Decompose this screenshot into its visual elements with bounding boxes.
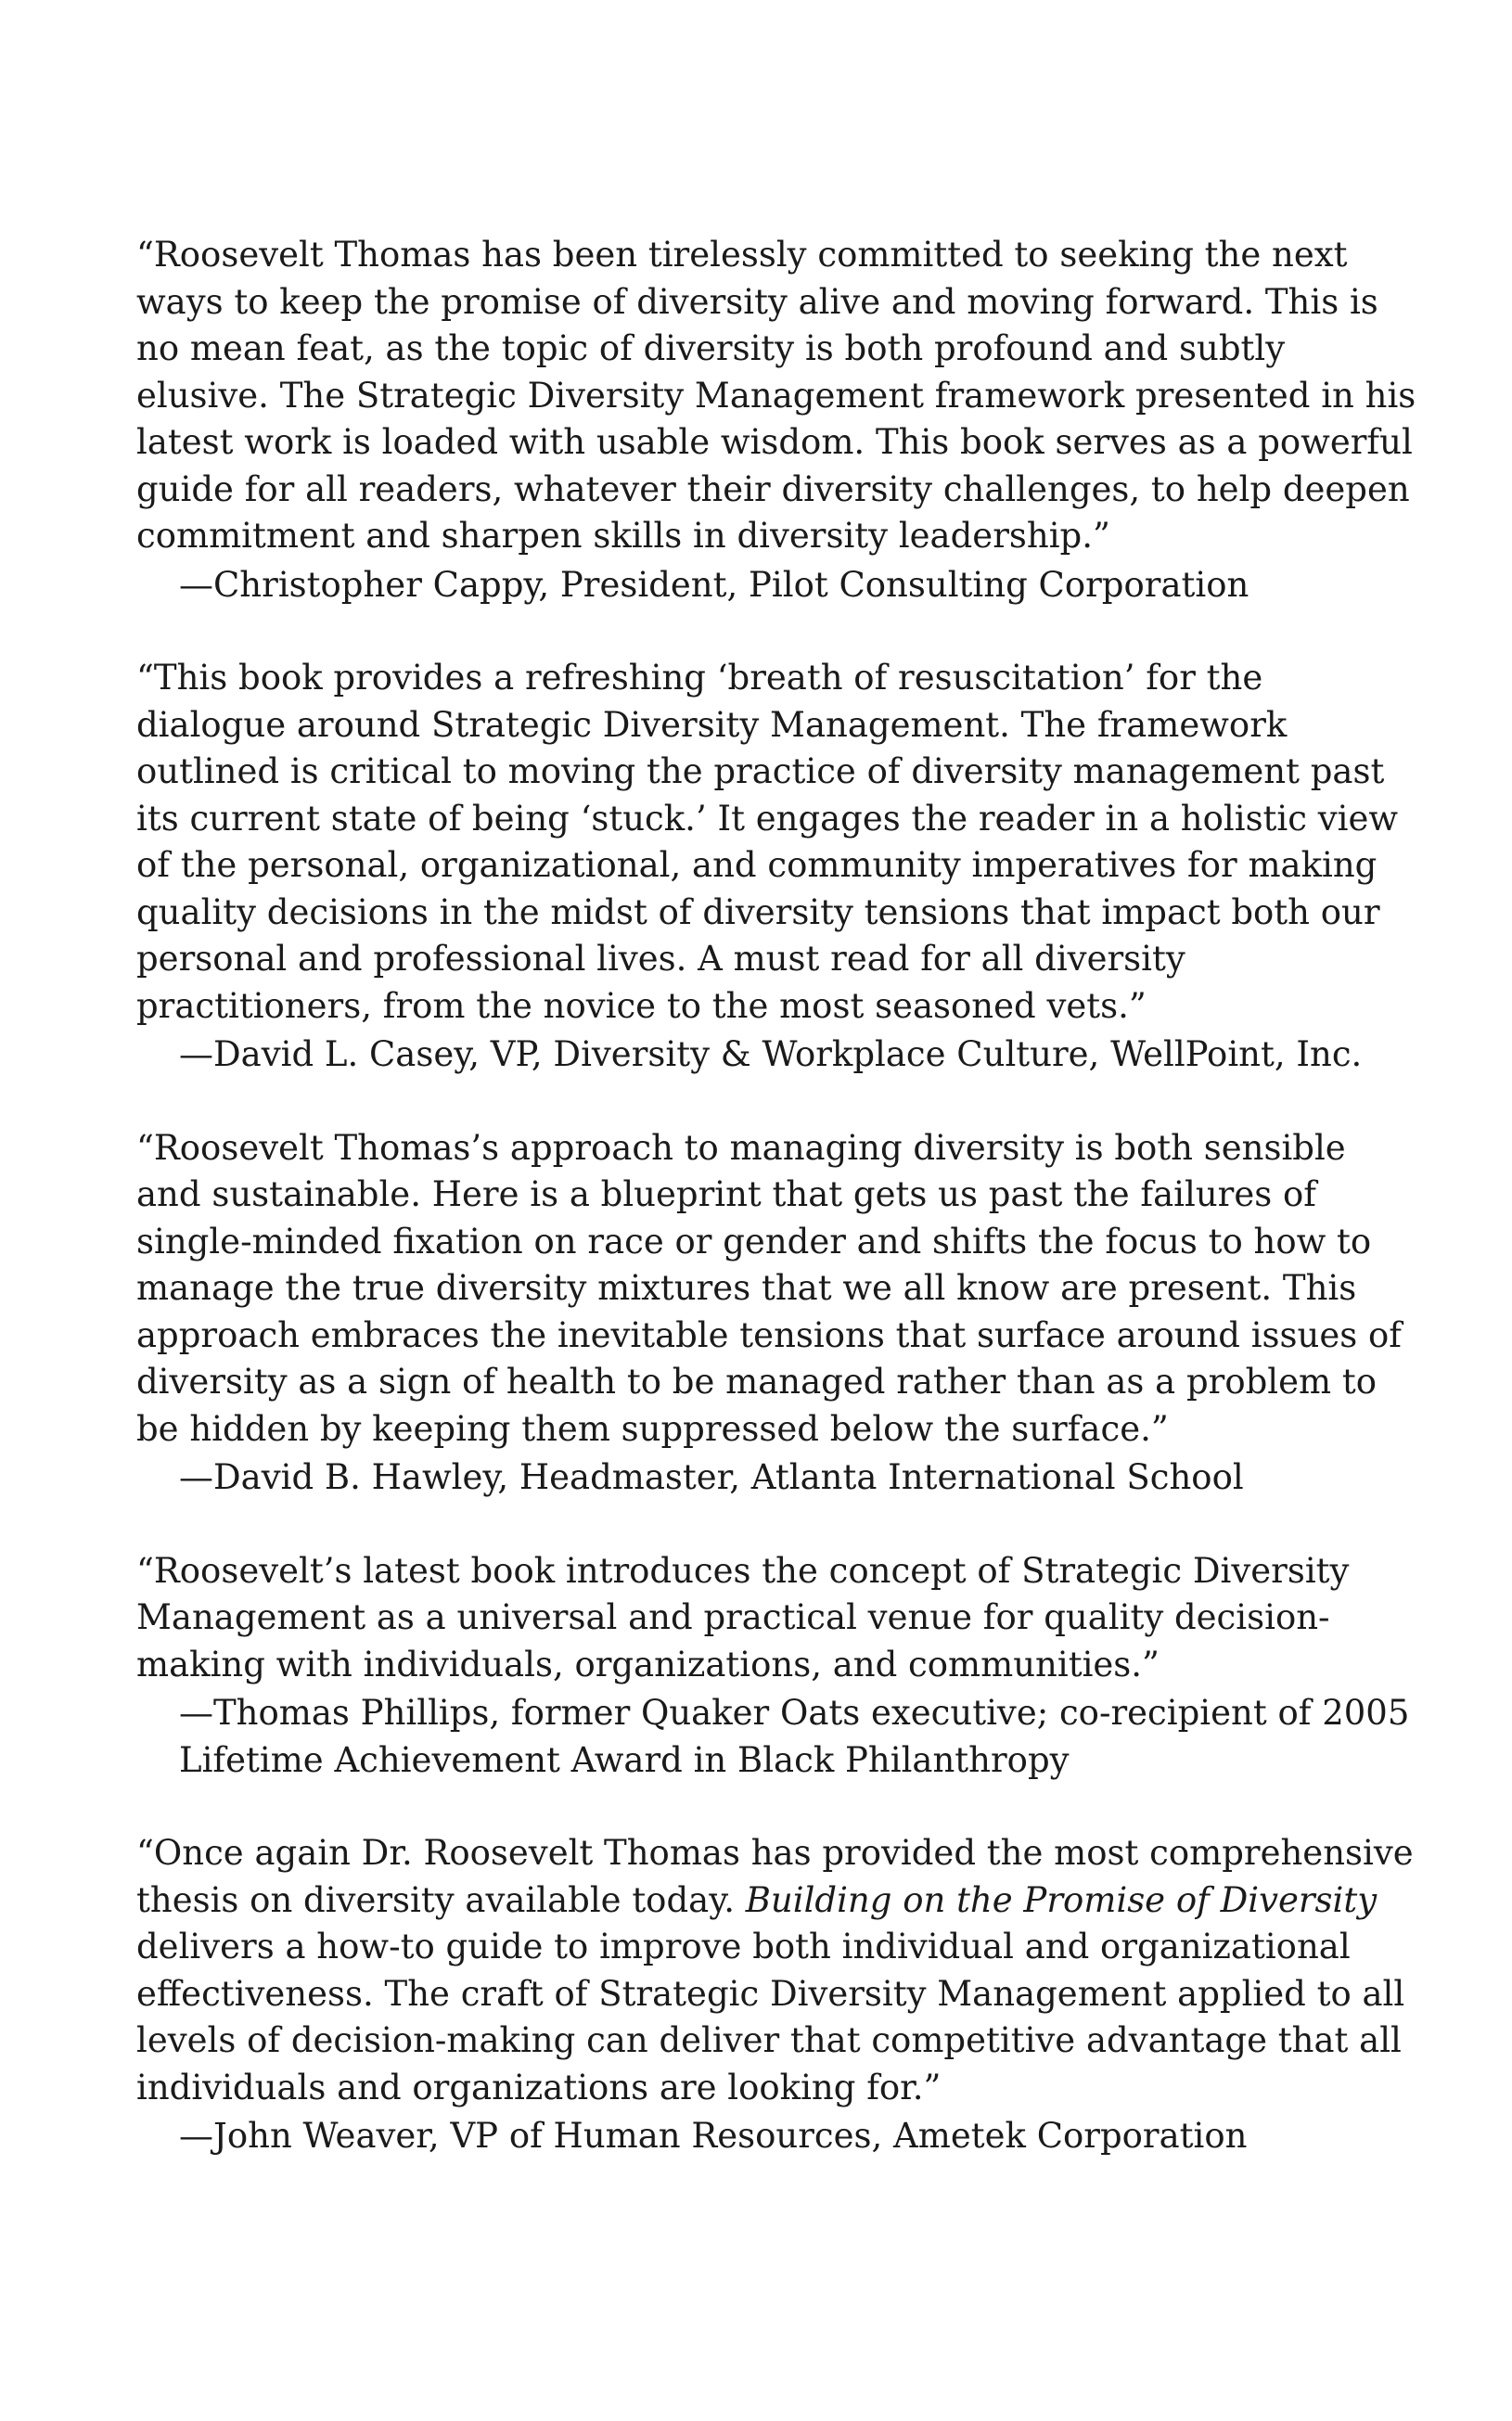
endorsement-cappy [136,232,1416,608]
quote-text-before-title: “Once again Dr. Roosevelt Thomas has provided the most comprehensive thesis on diversity available today. [136,1833,1414,1920]
endorsement-phillips [136,1548,1416,1785]
endorsement-quote: “This book provides a refreshing ‘breath of resuscitation’ for the dialogue around Strategic Diversity Management. The framework outlined is critical to moving the practice of diversity management past its current state of being ‘stuck.’ It engages the reader in a holistic view of the personal, organizational, and community imperatives for making quality decisions in the midst of diversity tensions that impact both our personal and professional lives. A must read for all diversity practitioners, from the novice to the most seasoned vets.” [136,658,1399,1026]
endorsement-quote: “Roosevelt Thomas’s approach to managing diversity is both sensible and sustainable. Here is a blueprint that gets us past the failures of single-minded fixation on race or gender and shifts the focus to how to manage the true diversity mixtures that we all know are present. This approach embraces the inevitable tensions that surface around issues of diversity as a sign of health to be managed rather than as a problem to be hidden by keeping them suppressed below the surface.” [136,1127,1402,1449]
endorsement-attribution: —David L. Casey, VP, Diversity & Workplace Culture, WellPoint, Inc. [179,1034,1363,1074]
endorsement-attribution: —David B. Hawley, Headmaster, Atlanta International School [179,1457,1244,1497]
endorsement-weaver [136,1830,1416,2160]
endorsement-casey [136,655,1416,1079]
quote-text-after-title: delivers a how-to guide to improve both individual and organizational effectiveness. The craft of Strategic Diversity Management applied to all levels of decision-making can deliver that competitive advantage that all individuals and organizations are looking for.” [136,1927,1405,2107]
book-title: Building on the Promise of Diversity [745,1879,1377,1920]
endorsement-quote: “Roosevelt Thomas has been tirelessly committed to seeking the next ways to keep the promise of diversity alive and moving forward. This is no mean feat, as the topic of diversity is both profound and subtly elusive. The Strategic Diversity Management framework presented in his latest work is loaded with usable wisdom. This book serves as a powerful guide for all readers, whatever their diversity challenges, to help deepen commitment and sharpen skills in diversity leadership.” [136,235,1416,556]
endorsement-quote [136,1830,1416,2111]
endorsement-attribution [136,1690,1416,1784]
attribution-line-2: Lifetime Achievement Award in Black Philanthropy [179,1739,1070,1780]
endorsement-hawley [136,1125,1416,1502]
endorsement-quote: “Roosevelt’s latest book introduces the concept of Strategic Diversity Management as a universal and practical venue for quality decision-making with individuals, organizations, and communities.” [136,1550,1350,1684]
endorsements-page [136,232,1416,2207]
endorsement-attribution: —Christopher Cappy, President, Pilot Consulting Corporation [179,564,1249,605]
attribution-line-1: —Thomas Phillips, former Quaker Oats executive; co-recipient of 2005 [179,1693,1410,1733]
endorsement-attribution: —John Weaver, VP of Human Resources, Ametek Corporation [179,2116,1248,2156]
